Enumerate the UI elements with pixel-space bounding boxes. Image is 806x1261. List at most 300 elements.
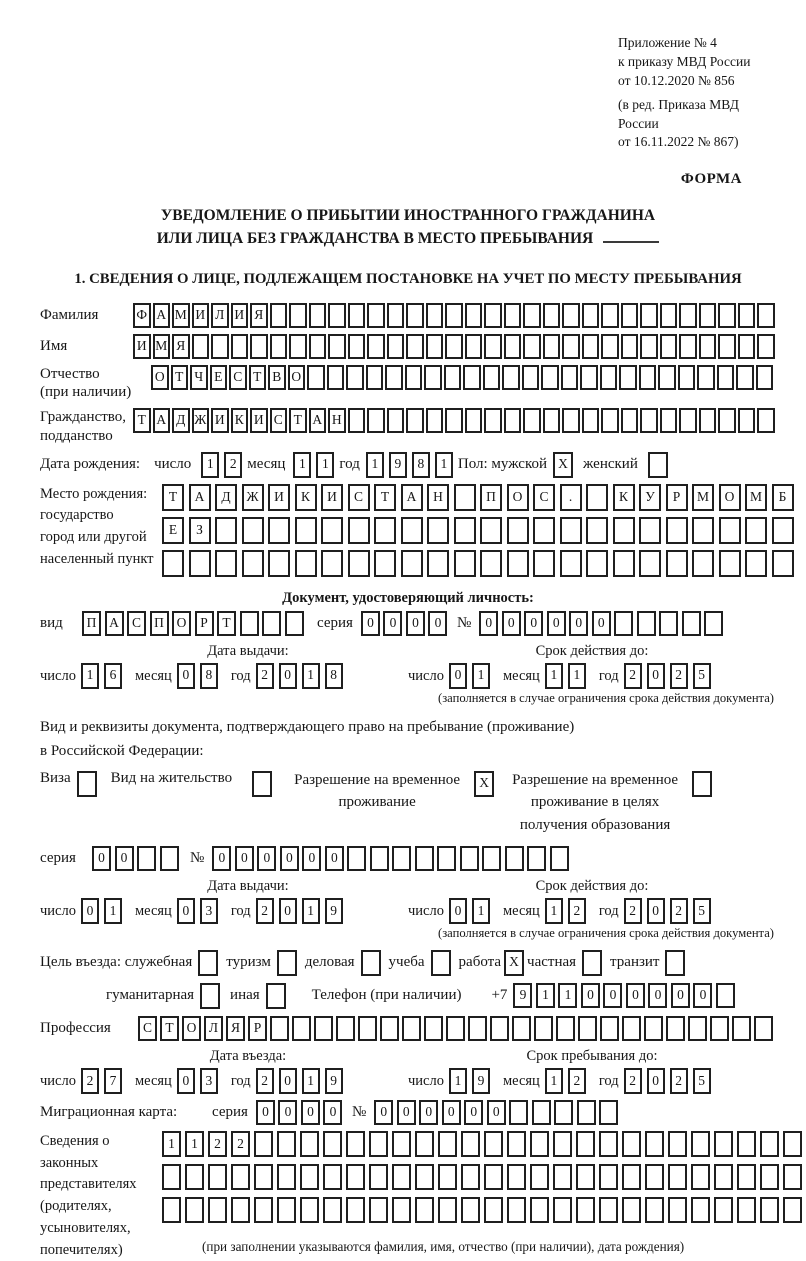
char-cell[interactable]	[254, 1131, 273, 1157]
checkbox-cell[interactable]	[648, 452, 668, 478]
char-cell[interactable]: 2	[568, 1068, 586, 1094]
checkbox-cell[interactable]	[692, 771, 712, 797]
char-cell[interactable]	[406, 408, 424, 433]
char-cell[interactable]	[348, 334, 366, 359]
char-cell[interactable]	[444, 365, 462, 390]
char-cell[interactable]: 8	[325, 663, 343, 689]
char-cell[interactable]: 0	[325, 846, 344, 871]
char-cell[interactable]	[760, 1164, 779, 1190]
char-cell[interactable]	[348, 550, 370, 577]
char-cell[interactable]	[576, 1164, 595, 1190]
char-cell[interactable]	[679, 334, 697, 359]
char-cell[interactable]	[718, 303, 736, 328]
char-cell[interactable]	[309, 334, 327, 359]
char-cell[interactable]	[533, 550, 555, 577]
char-cell[interactable]: 9	[325, 898, 343, 924]
char-cell[interactable]	[385, 365, 403, 390]
char-cell[interactable]	[639, 550, 661, 577]
char-cell[interactable]: К	[295, 484, 317, 511]
char-cell[interactable]	[445, 408, 463, 433]
char-cell[interactable]	[490, 1016, 509, 1041]
char-cell[interactable]: 2	[670, 898, 688, 924]
char-cell[interactable]: 1	[316, 452, 334, 478]
char-cell[interactable]: П	[150, 611, 169, 636]
char-cell[interactable]	[465, 303, 483, 328]
char-cell[interactable]: О	[507, 484, 529, 511]
char-cell[interactable]	[374, 517, 396, 544]
char-cell[interactable]	[718, 408, 736, 433]
char-cell[interactable]: 8	[200, 663, 218, 689]
char-cell[interactable]: Т	[374, 484, 396, 511]
char-cell[interactable]	[461, 1131, 480, 1157]
char-cell[interactable]	[692, 550, 714, 577]
char-cell[interactable]	[586, 550, 608, 577]
char-cell[interactable]: 0	[115, 846, 134, 871]
char-cell[interactable]	[367, 303, 385, 328]
char-cell[interactable]	[716, 983, 735, 1008]
char-cell[interactable]	[738, 334, 756, 359]
char-cell[interactable]	[242, 517, 264, 544]
char-cell[interactable]	[309, 303, 327, 328]
char-cell[interactable]	[576, 1131, 595, 1157]
char-cell[interactable]: Я	[226, 1016, 245, 1041]
char-cell[interactable]: .	[560, 484, 582, 511]
char-cell[interactable]	[576, 1197, 595, 1223]
char-cell[interactable]	[599, 1197, 618, 1223]
char-cell[interactable]: 0	[647, 1068, 665, 1094]
char-cell[interactable]	[401, 517, 423, 544]
char-cell[interactable]	[402, 1016, 421, 1041]
char-cell[interactable]: К	[613, 484, 635, 511]
char-cell[interactable]	[678, 365, 696, 390]
char-cell[interactable]	[231, 1197, 250, 1223]
char-cell[interactable]	[346, 1164, 365, 1190]
char-cell[interactable]	[300, 1164, 319, 1190]
char-cell[interactable]	[254, 1164, 273, 1190]
char-cell[interactable]	[666, 517, 688, 544]
char-cell[interactable]	[463, 365, 481, 390]
char-cell[interactable]	[550, 846, 569, 871]
char-cell[interactable]	[321, 517, 343, 544]
char-cell[interactable]	[710, 1016, 729, 1041]
char-cell[interactable]: О	[719, 484, 741, 511]
char-cell[interactable]: Я	[172, 334, 190, 359]
char-cell[interactable]: 9	[389, 452, 407, 478]
char-cell[interactable]: Д	[172, 408, 190, 433]
char-cell[interactable]	[692, 517, 714, 544]
char-cell[interactable]	[277, 1131, 296, 1157]
checkbox-cell[interactable]	[198, 950, 218, 976]
char-cell[interactable]	[369, 1197, 388, 1223]
char-cell[interactable]	[454, 484, 476, 511]
char-cell[interactable]	[505, 846, 524, 871]
char-cell[interactable]	[438, 1197, 457, 1223]
char-cell[interactable]	[760, 1131, 779, 1157]
char-cell[interactable]	[323, 1164, 342, 1190]
char-cell[interactable]	[262, 611, 281, 636]
char-cell[interactable]	[560, 550, 582, 577]
char-cell[interactable]: 0	[693, 983, 712, 1008]
char-cell[interactable]	[507, 550, 529, 577]
char-cell[interactable]: Р	[248, 1016, 267, 1041]
char-cell[interactable]: И	[192, 303, 210, 328]
char-cell[interactable]	[231, 334, 249, 359]
char-cell[interactable]	[348, 408, 366, 433]
char-cell[interactable]: Е	[162, 517, 184, 544]
char-cell[interactable]: 0	[648, 983, 667, 1008]
char-cell[interactable]	[553, 1197, 572, 1223]
char-cell[interactable]: О	[288, 365, 306, 390]
char-cell[interactable]	[691, 1197, 710, 1223]
char-cell[interactable]: 9	[513, 983, 532, 1008]
char-cell[interactable]	[718, 334, 736, 359]
char-cell[interactable]: 0	[502, 611, 521, 636]
char-cell[interactable]: В	[268, 365, 286, 390]
char-cell[interactable]	[697, 365, 715, 390]
char-cell[interactable]	[645, 1164, 664, 1190]
char-cell[interactable]	[532, 1100, 551, 1125]
char-cell[interactable]: 1	[545, 663, 563, 689]
char-cell[interactable]	[446, 1016, 465, 1041]
char-cell[interactable]	[438, 1131, 457, 1157]
char-cell[interactable]	[562, 408, 580, 433]
char-cell[interactable]: 1	[472, 898, 490, 924]
char-cell[interactable]	[289, 334, 307, 359]
char-cell[interactable]: С	[127, 611, 146, 636]
char-cell[interactable]	[543, 303, 561, 328]
char-cell[interactable]: О	[172, 611, 191, 636]
char-cell[interactable]	[621, 334, 639, 359]
char-cell[interactable]: 1	[366, 452, 384, 478]
char-cell[interactable]	[530, 1131, 549, 1157]
char-cell[interactable]	[484, 1197, 503, 1223]
char-cell[interactable]: Р	[195, 611, 214, 636]
char-cell[interactable]	[406, 303, 424, 328]
char-cell[interactable]	[660, 303, 678, 328]
char-cell[interactable]	[599, 1100, 618, 1125]
char-cell[interactable]	[507, 1131, 526, 1157]
char-cell[interactable]	[367, 408, 385, 433]
checkbox-cell[interactable]	[77, 771, 97, 797]
char-cell[interactable]	[162, 1164, 181, 1190]
char-cell[interactable]: 7	[104, 1068, 122, 1094]
char-cell[interactable]	[427, 517, 449, 544]
checkbox-cell[interactable]	[200, 983, 220, 1009]
char-cell[interactable]: Т	[217, 611, 236, 636]
char-cell[interactable]	[484, 1164, 503, 1190]
checkbox-cell[interactable]	[266, 983, 286, 1009]
char-cell[interactable]	[688, 1016, 707, 1041]
char-cell[interactable]: Т	[249, 365, 267, 390]
char-cell[interactable]: 0	[301, 1100, 320, 1125]
char-cell[interactable]	[560, 517, 582, 544]
char-cell[interactable]	[336, 1016, 355, 1041]
char-cell[interactable]	[461, 1164, 480, 1190]
char-cell[interactable]	[240, 611, 259, 636]
char-cell[interactable]	[367, 334, 385, 359]
char-cell[interactable]	[613, 517, 635, 544]
char-cell[interactable]	[666, 550, 688, 577]
char-cell[interactable]	[380, 1016, 399, 1041]
char-cell[interactable]	[562, 303, 580, 328]
char-cell[interactable]	[732, 1016, 751, 1041]
char-cell[interactable]: А	[189, 484, 211, 511]
char-cell[interactable]: Ж	[192, 408, 210, 433]
char-cell[interactable]	[527, 846, 546, 871]
char-cell[interactable]: А	[153, 303, 171, 328]
char-cell[interactable]: 0	[419, 1100, 438, 1125]
checkbox-cell[interactable]: X	[474, 771, 494, 797]
char-cell[interactable]	[737, 1131, 756, 1157]
char-cell[interactable]	[347, 846, 366, 871]
char-cell[interactable]: М	[172, 303, 190, 328]
char-cell[interactable]	[660, 334, 678, 359]
char-cell[interactable]	[392, 1131, 411, 1157]
char-cell[interactable]	[323, 1197, 342, 1223]
char-cell[interactable]	[582, 303, 600, 328]
char-cell[interactable]	[553, 1131, 572, 1157]
char-cell[interactable]	[644, 1016, 663, 1041]
char-cell[interactable]: 1	[302, 663, 320, 689]
char-cell[interactable]: 1	[201, 452, 219, 478]
char-cell[interactable]	[714, 1131, 733, 1157]
char-cell[interactable]: С	[348, 484, 370, 511]
char-cell[interactable]: 3	[200, 1068, 218, 1094]
char-cell[interactable]	[699, 408, 717, 433]
char-cell[interactable]: 0	[626, 983, 645, 1008]
char-cell[interactable]	[639, 517, 661, 544]
char-cell[interactable]	[601, 334, 619, 359]
char-cell[interactable]: 5	[693, 898, 711, 924]
char-cell[interactable]: 0	[279, 898, 297, 924]
char-cell[interactable]: О	[151, 365, 169, 390]
char-cell[interactable]	[314, 1016, 333, 1041]
char-cell[interactable]	[321, 550, 343, 577]
char-cell[interactable]: 0	[581, 983, 600, 1008]
char-cell[interactable]	[270, 1016, 289, 1041]
char-cell[interactable]	[162, 550, 184, 577]
char-cell[interactable]: 0	[323, 1100, 342, 1125]
char-cell[interactable]: 2	[256, 898, 274, 924]
char-cell[interactable]	[783, 1164, 802, 1190]
char-cell[interactable]: 3	[200, 898, 218, 924]
checkbox-cell[interactable]	[431, 950, 451, 976]
char-cell[interactable]	[426, 408, 444, 433]
char-cell[interactable]: 0	[449, 663, 467, 689]
char-cell[interactable]	[358, 1016, 377, 1041]
char-cell[interactable]	[534, 1016, 553, 1041]
char-cell[interactable]: П	[480, 484, 502, 511]
char-cell[interactable]	[577, 1100, 596, 1125]
char-cell[interactable]	[460, 846, 479, 871]
char-cell[interactable]: П	[82, 611, 101, 636]
char-cell[interactable]	[666, 1016, 685, 1041]
char-cell[interactable]	[543, 334, 561, 359]
char-cell[interactable]	[553, 1164, 572, 1190]
char-cell[interactable]	[621, 408, 639, 433]
char-cell[interactable]	[465, 408, 483, 433]
char-cell[interactable]: 2	[256, 1068, 274, 1094]
char-cell[interactable]: Н	[427, 484, 449, 511]
char-cell[interactable]	[512, 1016, 531, 1041]
char-cell[interactable]: 5	[693, 663, 711, 689]
char-cell[interactable]	[406, 334, 424, 359]
char-cell[interactable]	[699, 303, 717, 328]
char-cell[interactable]: И	[268, 484, 290, 511]
char-cell[interactable]: 0	[235, 846, 254, 871]
char-cell[interactable]	[300, 1131, 319, 1157]
char-cell[interactable]	[745, 517, 767, 544]
char-cell[interactable]: Т	[171, 365, 189, 390]
char-cell[interactable]: 2	[670, 663, 688, 689]
char-cell[interactable]: О	[182, 1016, 201, 1041]
char-cell[interactable]	[738, 303, 756, 328]
char-cell[interactable]: 9	[325, 1068, 343, 1094]
char-cell[interactable]	[699, 334, 717, 359]
char-cell[interactable]	[704, 611, 723, 636]
char-cell[interactable]: Б	[772, 484, 794, 511]
char-cell[interactable]: 0	[603, 983, 622, 1008]
char-cell[interactable]: 0	[280, 846, 299, 871]
char-cell[interactable]	[415, 846, 434, 871]
char-cell[interactable]	[502, 365, 520, 390]
char-cell[interactable]	[772, 517, 794, 544]
char-cell[interactable]	[622, 1164, 641, 1190]
char-cell[interactable]	[586, 484, 608, 511]
char-cell[interactable]: 0	[569, 611, 588, 636]
char-cell[interactable]	[370, 846, 389, 871]
char-cell[interactable]	[254, 1197, 273, 1223]
char-cell[interactable]: 0	[374, 1100, 393, 1125]
char-cell[interactable]: 2	[256, 663, 274, 689]
char-cell[interactable]	[415, 1164, 434, 1190]
char-cell[interactable]	[250, 334, 268, 359]
char-cell[interactable]	[438, 1164, 457, 1190]
char-cell[interactable]	[760, 1197, 779, 1223]
char-cell[interactable]: 0	[278, 1100, 297, 1125]
char-cell[interactable]	[543, 408, 561, 433]
char-cell[interactable]: Д	[215, 484, 237, 511]
char-cell[interactable]	[231, 1164, 250, 1190]
char-cell[interactable]	[622, 1016, 641, 1041]
char-cell[interactable]	[426, 334, 444, 359]
char-cell[interactable]	[346, 1197, 365, 1223]
checkbox-cell[interactable]: X	[553, 452, 573, 478]
char-cell[interactable]	[772, 550, 794, 577]
char-cell[interactable]: 0	[177, 898, 195, 924]
char-cell[interactable]	[137, 846, 156, 871]
char-cell[interactable]	[691, 1164, 710, 1190]
char-cell[interactable]	[507, 517, 529, 544]
char-cell[interactable]: 1	[545, 1068, 563, 1094]
char-cell[interactable]	[482, 846, 501, 871]
char-cell[interactable]	[468, 1016, 487, 1041]
char-cell[interactable]	[714, 1197, 733, 1223]
char-cell[interactable]: Л	[204, 1016, 223, 1041]
checkbox-cell[interactable]	[252, 771, 272, 797]
char-cell[interactable]	[660, 408, 678, 433]
char-cell[interactable]	[426, 303, 444, 328]
checkbox-cell[interactable]	[665, 950, 685, 976]
char-cell[interactable]	[211, 334, 229, 359]
char-cell[interactable]: 2	[624, 1068, 642, 1094]
char-cell[interactable]: Ж	[242, 484, 264, 511]
char-cell[interactable]	[668, 1164, 687, 1190]
char-cell[interactable]	[277, 1164, 296, 1190]
char-cell[interactable]	[578, 1016, 597, 1041]
char-cell[interactable]: 0	[257, 846, 276, 871]
char-cell[interactable]	[387, 334, 405, 359]
char-cell[interactable]	[640, 303, 658, 328]
char-cell[interactable]: М	[745, 484, 767, 511]
char-cell[interactable]	[533, 517, 555, 544]
char-cell[interactable]	[621, 303, 639, 328]
char-cell[interactable]: И	[133, 334, 151, 359]
char-cell[interactable]: 2	[224, 452, 242, 478]
char-cell[interactable]: 0	[279, 663, 297, 689]
char-cell[interactable]: Т	[160, 1016, 179, 1041]
char-cell[interactable]: Ф	[133, 303, 151, 328]
char-cell[interactable]	[392, 846, 411, 871]
char-cell[interactable]	[507, 1164, 526, 1190]
checkbox-cell[interactable]: X	[504, 950, 524, 976]
char-cell[interactable]	[601, 408, 619, 433]
char-cell[interactable]	[346, 365, 364, 390]
char-cell[interactable]	[645, 1197, 664, 1223]
char-cell[interactable]	[504, 303, 522, 328]
char-cell[interactable]: 1	[185, 1131, 204, 1157]
char-cell[interactable]: Н	[328, 408, 346, 433]
char-cell[interactable]: И	[321, 484, 343, 511]
char-cell[interactable]: 0	[177, 1068, 195, 1094]
char-cell[interactable]	[295, 550, 317, 577]
char-cell[interactable]	[619, 365, 637, 390]
char-cell[interactable]: 0	[302, 846, 321, 871]
char-cell[interactable]: 0	[647, 663, 665, 689]
char-cell[interactable]: 1	[293, 452, 311, 478]
char-cell[interactable]	[504, 334, 522, 359]
char-cell[interactable]	[392, 1197, 411, 1223]
char-cell[interactable]	[366, 365, 384, 390]
char-cell[interactable]: Т	[162, 484, 184, 511]
char-cell[interactable]	[484, 334, 502, 359]
char-cell[interactable]: 0	[487, 1100, 506, 1125]
char-cell[interactable]: 6	[104, 663, 122, 689]
char-cell[interactable]	[270, 334, 288, 359]
char-cell[interactable]	[530, 1164, 549, 1190]
char-cell[interactable]: 2	[81, 1068, 99, 1094]
char-cell[interactable]: 5	[693, 1068, 711, 1094]
char-cell[interactable]	[480, 517, 502, 544]
char-cell[interactable]	[509, 1100, 528, 1125]
char-cell[interactable]	[562, 334, 580, 359]
char-cell[interactable]	[387, 303, 405, 328]
char-cell[interactable]	[679, 303, 697, 328]
char-cell[interactable]: 1	[545, 898, 563, 924]
char-cell[interactable]	[756, 365, 774, 390]
char-cell[interactable]	[783, 1131, 802, 1157]
char-cell[interactable]: С	[533, 484, 555, 511]
char-cell[interactable]	[445, 303, 463, 328]
char-cell[interactable]: 0	[464, 1100, 483, 1125]
char-cell[interactable]	[582, 334, 600, 359]
char-cell[interactable]	[719, 517, 741, 544]
char-cell[interactable]: Я	[250, 303, 268, 328]
char-cell[interactable]	[415, 1131, 434, 1157]
char-cell[interactable]	[719, 550, 741, 577]
char-cell[interactable]	[369, 1164, 388, 1190]
char-cell[interactable]	[622, 1131, 641, 1157]
